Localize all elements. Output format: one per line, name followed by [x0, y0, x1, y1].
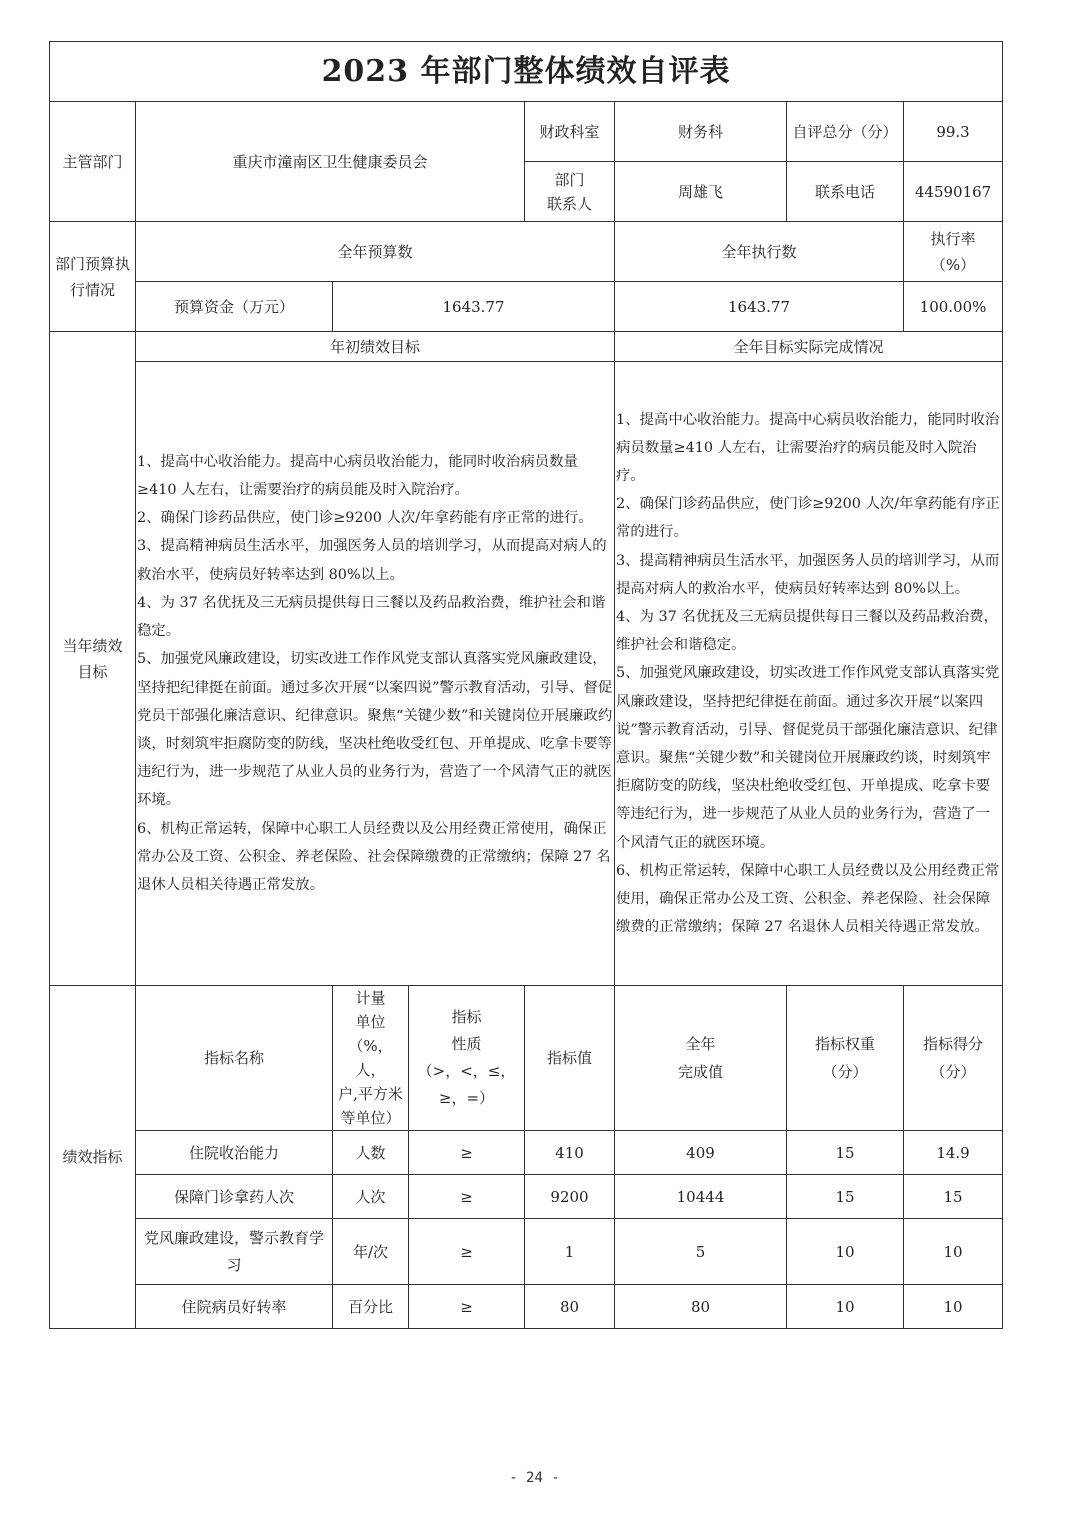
indicator-name-header: 指标名称 [136, 986, 333, 1131]
actual-goal-item: 2、确保门诊药品供应，使门诊≥9200 人次/年拿药能有序正常的进行。 [616, 496, 1000, 541]
indicator-weight: 15 [787, 1175, 904, 1219]
indicator-actual: 5 [615, 1219, 787, 1285]
initial-goals-header: 年初绩效目标 [136, 332, 615, 362]
indicator-score: 10 [904, 1219, 1003, 1285]
indicator-target: 80 [525, 1285, 615, 1329]
indicator-actual-header: 全年 完成值 [615, 986, 787, 1131]
indicator-name: 保障门诊拿药人次 [136, 1175, 333, 1219]
table-row [50, 1175, 1003, 1219]
indicator-unit-header: 计量 单位 （%，人， 户,平方米 等单位） [333, 986, 409, 1131]
actual-goal-item: 5、加强党风廉政建设，切实改进工作作风党支部认真落实党风廉政建设，坚持把纪律挺在前面。通过多次开展“以案四说”警示教育活动，引导、督促党员干部强化廉洁意识、纪律意识。聚焦“关键少数”和关键岗位开展廉政约谈，时刻筑牢拒腐防变的防线，坚决杜绝收受红包、开单提成、吃拿卡要等违纪行为，进一步规范了从业人员的业务行为，营造了一个风清气正的就医环境。 [616, 665, 1000, 851]
table-row [50, 1131, 1003, 1175]
indicators-section-label: 绩效指标 [50, 986, 136, 1329]
page-number: - 24 - [509, 1470, 560, 1486]
indicator-weight: 15 [787, 1131, 904, 1175]
indicator-score: 14.9 [904, 1131, 1003, 1175]
budget-row-label: 预算资金（万元） [136, 282, 333, 332]
initial-goal-item: 6、机构正常运转，保障中心职工人员经费以及公用经费正常使用，确保正常办公及工资、公积金、养老保险、社会保障缴费的正常缴纳；保障 27 名退休人员相关待遇正常发放。 [137, 820, 611, 893]
rate-value: 100.00% [904, 282, 1003, 332]
indicator-unit: 人数 [333, 1131, 409, 1175]
initial-goals-text [136, 362, 615, 986]
actual-goal-item: 3、提高精神病员生活水平，加强医务人员的培训学习，从而提高对病人的救治水平，使病员好转率达到 80%以上。 [616, 552, 1000, 597]
indicator-nature-header: 指标 性质 （>，<，≤， ≥，=） [409, 986, 525, 1131]
actual-goal-item: 4、为 37 名优抚及三无病员提供每日三餐以及药品救治费，维护社会和谐稳定。 [616, 608, 998, 654]
initial-goal-item: 1、提高中心收治能力。提高中心病员收治能力，能同时收治病员数量≥410 人左右，让需要治疗的病员能及时入院治疗。 [137, 453, 578, 499]
actual-goal-item: 1、提高中心收治能力。提高中心病员收治能力，能同时收治病员数量≥410 人左右，让需要治疗的病员能及时入院治疗。 [616, 411, 1000, 484]
indicator-actual: 409 [615, 1131, 787, 1175]
indicator-target: 9200 [525, 1175, 615, 1219]
indicator-score: 10 [904, 1285, 1003, 1329]
dept-label: 主管部门 [50, 102, 136, 222]
initial-goal-item: 4、为 37 名优抚及三无病员提供每日三餐以及药品救治费，维护社会和谐稳定。 [137, 594, 606, 640]
indicator-nature: ≥ [409, 1175, 525, 1219]
score-value: 99.3 [904, 102, 1003, 162]
actual-goal-item: 6、机构正常运转，保障中心职工人员经费以及公用经费正常使用，确保正常办公及工资、公积金、养老保险、社会保障缴费的正常缴纳；保障 27 名退休人员相关待遇正常发放。 [616, 862, 1000, 936]
indicator-nature: ≥ [409, 1219, 525, 1285]
contact-value: 周雄飞 [615, 162, 787, 222]
finance-office-value: 财务科 [615, 102, 787, 162]
budget-value: 1643.77 [333, 282, 615, 332]
phone-label: 联系电话 [787, 162, 904, 222]
indicator-name: 党风廉政建设，警示教育学习 [136, 1219, 333, 1285]
indicator-nature: ≥ [409, 1131, 525, 1175]
indicator-weight-header: 指标权重 （分） [787, 986, 904, 1131]
phone-value: 44590167 [904, 162, 1003, 222]
rate-col-header: 执行率 （%） [904, 222, 1003, 282]
initial-goal-item: 3、提高精神病员生活水平，加强医务人员的培训学习，从而提高对病人的救治水平，使病员好转率达到 80%以上。 [137, 538, 607, 583]
table-row [50, 1285, 1003, 1329]
indicator-target: 1 [525, 1219, 615, 1285]
indicator-unit: 人次 [333, 1175, 409, 1219]
indicator-weight: 10 [787, 1285, 904, 1329]
indicator-weight: 10 [787, 1219, 904, 1285]
exec-value: 1643.77 [615, 282, 904, 332]
indicator-unit: 百分比 [333, 1285, 409, 1329]
indicator-target-header: 指标值 [525, 986, 615, 1131]
indicator-actual: 10444 [615, 1175, 787, 1219]
score-label: 自评总分（分） [787, 102, 904, 162]
actual-goals-text [615, 362, 1003, 986]
indicator-target: 410 [525, 1131, 615, 1175]
indicator-name: 住院病员好转率 [136, 1285, 333, 1329]
indicator-nature: ≥ [409, 1285, 525, 1329]
table-row [50, 1219, 1003, 1285]
indicator-name: 住院收治能力 [136, 1131, 333, 1175]
initial-goal-item: 5、加强党风廉政建设，切实改进工作作风党支部认真落实党风廉政建设，坚持把纪律挺在前面。通过多次开展“以案四说”警示教育活动，引导、督促党员干部强化廉洁意识、纪律意识。聚焦“关键少数”和关键岗位开展廉政约谈，时刻筑牢拒腐防变的防线，坚决杜绝收受红包、开单提成、吃拿卡要等违纪行为，进一步规范了从业人员的业务行为，营造了一个风清气正的就医环境。 [137, 651, 613, 809]
indicator-score: 15 [904, 1175, 1003, 1219]
budget-section-label: 部门预算执 行情况 [50, 222, 136, 332]
page-title: 2023 年部门整体绩效自评表 [50, 42, 1003, 102]
indicator-score-header: 指标得分 （分） [904, 986, 1003, 1131]
goals-section-label: 当年绩效 目标 [50, 332, 136, 986]
initial-goal-item: 2、确保门诊药品供应，使门诊≥9200 人次/年拿药能有序正常的进行。 [137, 510, 593, 527]
exec-col-header: 全年执行数 [615, 222, 904, 282]
dept-name: 重庆市潼南区卫生健康委员会 [136, 102, 525, 222]
performance-table [49, 41, 1003, 1329]
finance-office-label: 财政科室 [525, 102, 615, 162]
actual-goals-header: 全年目标实际完成情况 [615, 332, 1003, 362]
indicator-actual: 80 [615, 1285, 787, 1329]
budget-col-header: 全年预算数 [136, 222, 615, 282]
indicator-unit: 年/次 [333, 1219, 409, 1285]
contact-label: 部门 联系人 [525, 162, 615, 222]
